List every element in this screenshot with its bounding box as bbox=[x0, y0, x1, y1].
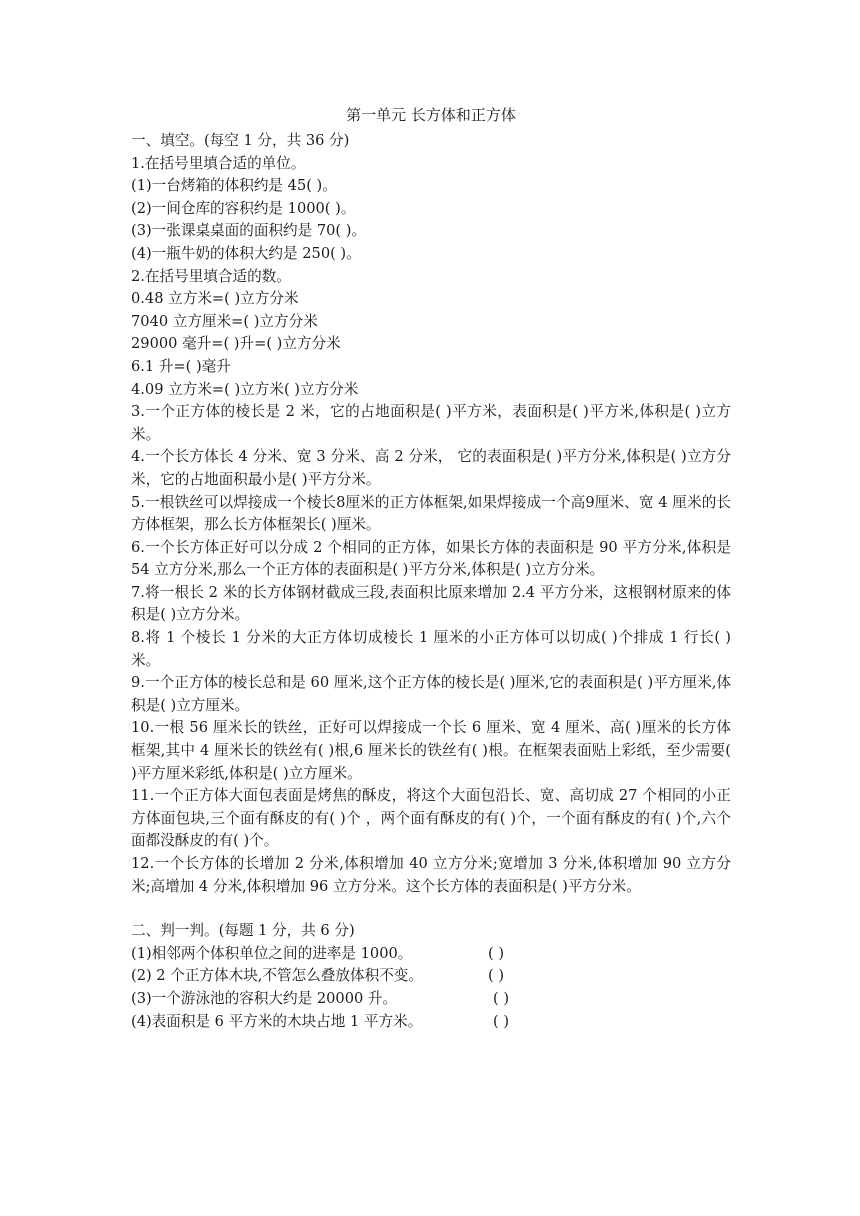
question-1-prompt: 1.在括号里填合适的单位。 bbox=[131, 154, 306, 172]
judge-statement: (4)表面积是 6 平方米的木块占地 1 平方米。 bbox=[131, 1012, 423, 1030]
answer-blank[interactable]: ( ) bbox=[493, 989, 510, 1007]
question-2-item: 4.09 立方米=( )立方米( )立方分米 bbox=[131, 380, 359, 398]
judge-item bbox=[131, 965, 731, 988]
section-1-heading: 一、填空。(每空 1 分，共 36 分) bbox=[131, 132, 350, 149]
question-2-item: 29000 毫升=( )升=( )立方分米 bbox=[131, 335, 341, 353]
question-11: 11.一个正方体大面包表面是烤焦的酥皮，将这个大面包沿长、宽、高切成 27 个相同的小正方体面包块,三个面有酥皮的有( )个 ，两个面有酥皮的有( )个，一个面有酥皮的有( )个,六个面都没酥皮的有( )个。 bbox=[131, 787, 731, 850]
answer-blank[interactable]: ( ) bbox=[493, 1012, 510, 1030]
question-10: 10.一根 56 厘米长的铁丝，正好可以焊接成一个长 6 厘米、宽 4 厘米、高( )厘米的长方体框架,其中 4 厘米长的铁丝有( )根,6 厘米长的铁丝有( )根。在框架表面贴上彩纸，至少需要( )平方厘米彩纸,体积是( )立方厘米。 bbox=[131, 719, 731, 782]
judge-item bbox=[131, 988, 731, 1011]
page-title: 第一单元 长方体和正方体 bbox=[346, 106, 516, 124]
question-1-item: (2)一间仓库的容积约是 1000( )。 bbox=[131, 199, 356, 217]
judge-statement: (3)一个游泳池的容积大约是 20000 升。 bbox=[131, 989, 398, 1007]
question-1-item: (3)一张课桌桌面的面积约是 70( )。 bbox=[131, 222, 367, 240]
judge-item bbox=[131, 1011, 731, 1034]
section-2-heading: 二、判一判。(每题 1 分，共 6 分) bbox=[131, 922, 355, 940]
question-7: 7.将一根长 2 米的长方体钢材截成三段,表面积比原来增加 2.4 平方分米，这根钢材原来的体积是( )立方分米。 bbox=[131, 583, 731, 624]
question-2-item: 6.1 升=( )毫升 bbox=[131, 357, 231, 375]
question-4: 4.一个长方体长 4 分米、宽 3 分米、高 2 分米， 它的表面积是( )平方分米,体积是( )立方分米，它的占地面积最小是( )平方分米。 bbox=[131, 448, 731, 488]
answer-blank[interactable]: ( ) bbox=[488, 944, 505, 962]
question-8: 8.将 1 个棱长 1 分米的大正方体切成棱长 1 厘米的小正方体可以切成( )个排成 1 行长( )米。 bbox=[131, 629, 731, 669]
judge-statement: (1)相邻两个体积单位之间的进率是 1000。 bbox=[131, 944, 413, 962]
question-5: 5.一根铁丝可以焊接成一个棱长8厘米的正方体框架,如果焊接成一个高9厘米、宽 4 厘米的长方体框架，那么长方体框架长( )厘米。 bbox=[131, 493, 731, 534]
judge-item bbox=[131, 943, 731, 966]
question-2-item: 0.48 立方米=( )立方分米 bbox=[131, 290, 299, 308]
question-6: 6.一个长方体正好可以分成 2 个相同的正方体，如果长方体的表面积是 90 平方分米,体积是 54 立方分米,那么一个正方体的表面积是( )平方分米,体积是( )立方分米。 bbox=[131, 538, 731, 579]
question-9: 9.一个正方体的棱长总和是 60 厘米,这个正方体的棱长是( )厘米,它的表面积是( )平方厘米,体积是( )立方厘米。 bbox=[131, 674, 731, 714]
question-2-item: 7040 立方厘米=( )立方分米 bbox=[131, 312, 318, 330]
question-1-item: (4)一瓶牛奶的体积大约是 250( )。 bbox=[131, 244, 361, 262]
answer-blank[interactable]: ( ) bbox=[488, 967, 505, 985]
question-12: 12.一个长方体的长增加 2 分米,体积增加 40 立方分米;宽增加 3 分米,体积增加 90 立方分米;高增加 4 分米,体积增加 96 立方分米。这个长方体的表面积是( )平方分米。 bbox=[131, 855, 731, 895]
question-3: 3.一个正方体的棱长是 2 米，它的占地面积是( )平方米，表面积是( )平方米,体积是( )立方米。 bbox=[131, 403, 731, 443]
question-1-item: (1)一台烤箱的体积约是 45( )。 bbox=[131, 177, 337, 195]
judge-statement: (2) 2 个正方体木块,不管怎么叠放体积不变。 bbox=[131, 967, 423, 985]
section-spacer bbox=[131, 898, 731, 920]
worksheet bbox=[131, 100, 731, 1033]
question-2-prompt: 2.在括号里填合适的数。 bbox=[131, 267, 291, 285]
